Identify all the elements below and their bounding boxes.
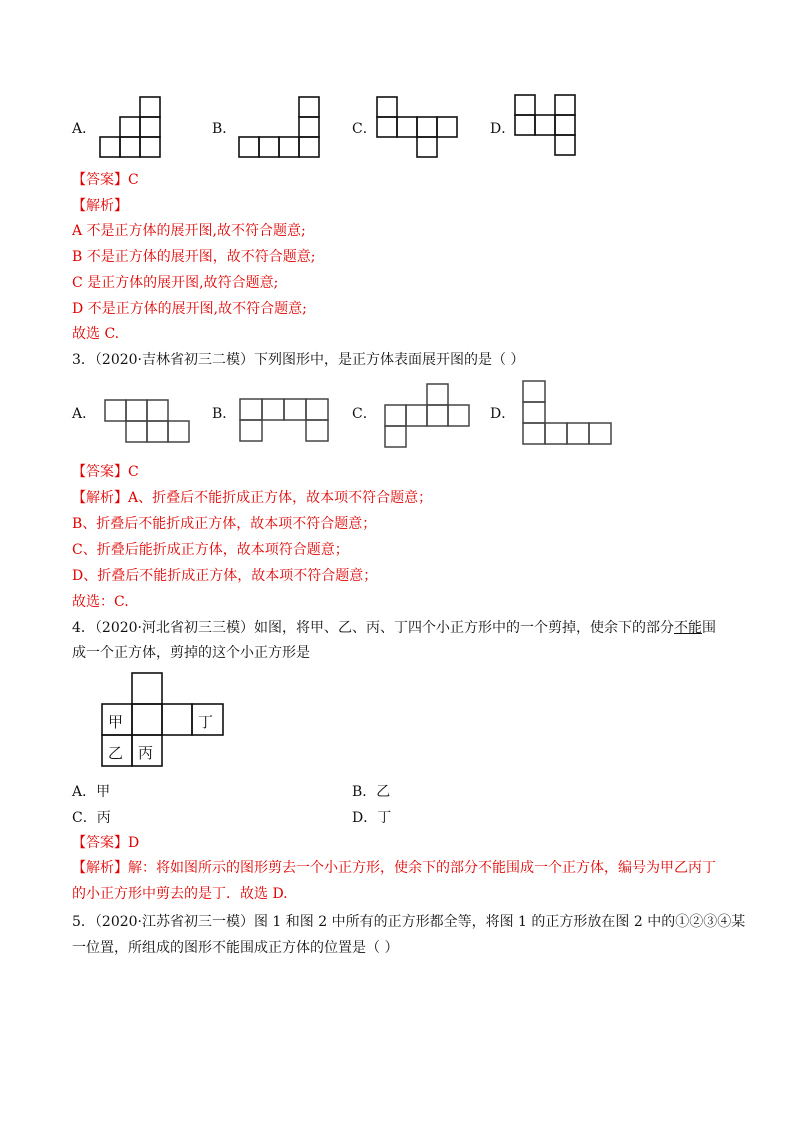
q3-net-d-figure xyxy=(521,379,613,447)
q4-cell-bing: 丙 xyxy=(138,744,154,762)
analysis-tag: 【解析】 xyxy=(72,860,128,876)
q3-analysis-line-b: B、折叠后不能折成正方体，故本项不符合题意； xyxy=(72,516,377,532)
q5-stem-line2: 一位置，所组成的图形不能围成正方体的位置是（ ） xyxy=(72,940,399,956)
q3-option-b-label: B． xyxy=(212,406,237,422)
answer-value: D xyxy=(128,835,140,851)
q2-answer xyxy=(72,170,139,190)
q3-net-b-figure xyxy=(238,397,330,443)
analysis-line-a: A、折叠后不能折成正方体，故本项不符合题意； xyxy=(128,490,433,506)
q4-cell-ding: 丁 xyxy=(198,713,214,731)
q3-analysis-line-c: C、折叠后能折成正方体，故本项符合题意； xyxy=(72,542,349,558)
q3-answer xyxy=(72,462,139,482)
q2-net-c-figure xyxy=(375,96,461,158)
q3-analysis-line-d: D、折叠后不能折成正方体，故本项不符合题意； xyxy=(72,568,378,584)
option-text: 丙 xyxy=(96,810,111,826)
option-letter: B． xyxy=(352,784,377,800)
option-letter: A． xyxy=(72,784,97,800)
answer-tag: 【答案】 xyxy=(72,835,128,851)
q3-option-d-label: D． xyxy=(490,406,516,422)
answer-tag: 【答案】 xyxy=(72,172,128,188)
answer-tag: 【答案】 xyxy=(72,464,128,480)
q2-analysis-line-a: A 不是正方体的展开图,故不符合题意; xyxy=(72,223,306,239)
option-letter: D． xyxy=(352,810,378,826)
q3-option-a-label: A． xyxy=(72,406,97,422)
q2-conclusion: 故选 C. xyxy=(72,326,120,342)
q4-option-c xyxy=(72,808,111,828)
q3-stem: 3．（2020·吉林省初三二模）下列图形中，是正方体表面展开图的是（ ） xyxy=(72,352,525,368)
q4-stem-line1 xyxy=(72,618,716,638)
q2-analysis-line-d: D 不是正方体的展开图,故不符合题意; xyxy=(72,301,307,317)
q4-stem-text-end: 围 xyxy=(701,620,716,636)
q3-option-c-label: C． xyxy=(352,406,377,422)
q3-analysis-first xyxy=(72,488,432,508)
q2-analysis-line-c: C 是正方体的展开图,故符合题意; xyxy=(72,275,279,291)
option-text: 甲 xyxy=(96,784,111,800)
q2-net-b-figure xyxy=(237,96,321,158)
q2-net-a-figure xyxy=(98,96,162,158)
q4-analysis-line1 xyxy=(72,858,716,878)
q4-cell-jia: 甲 xyxy=(108,713,124,731)
q4-option-b xyxy=(352,782,390,802)
option-text: 乙 xyxy=(376,784,391,800)
option-letter: C． xyxy=(72,810,97,826)
q5-stem-line1: 5．（2020·江苏省初三一模）图 1 和图 2 中所有的正方形都全等，将图 1 的正方形放在图 2 中的①②③④某 xyxy=(72,914,746,930)
q2-option-d-label: D． xyxy=(490,121,516,137)
q4-option-d xyxy=(352,808,391,828)
option-text: 丁 xyxy=(377,810,392,826)
q4-stem-line2: 成一个正方体，剪掉的这个小正方形是 xyxy=(72,645,310,661)
q2-option-a-label: A． xyxy=(72,121,97,137)
q2-net-d-figure xyxy=(513,94,579,158)
analysis-text: 解：将如图所示的图形剪去一个小正方形，使余下的部分不能围成一个正方体，编号为甲乙丙丁 xyxy=(128,860,716,876)
analysis-tag: 【解析】 xyxy=(72,490,128,506)
q4-answer xyxy=(72,833,139,853)
q2-analysis-line-b: B 不是正方体的展开图，故不符合题意; xyxy=(72,249,316,265)
q4-stem-underlined: 不能 xyxy=(673,620,702,636)
q2-analysis-tag: 【解析】 xyxy=(72,198,128,214)
q4-cell-yi: 乙 xyxy=(108,744,124,762)
q2-option-c-label: C． xyxy=(352,121,377,137)
q4-option-a xyxy=(72,782,110,802)
q3-conclusion: 故选：C. xyxy=(72,594,129,610)
answer-value: C xyxy=(128,172,139,188)
q3-net-c-figure xyxy=(383,382,473,448)
q3-net-a-figure xyxy=(103,398,193,444)
q4-analysis-line2: 的小正方形中剪去的是丁．故选 D. xyxy=(72,886,288,902)
answer-value: C xyxy=(128,464,139,480)
q2-option-b-label: B． xyxy=(212,121,237,137)
q4-stem-text: 4．（2020·河北省初三三模）如图，将甲、乙、丙、丁四个小正方形中的一个剪掉，使余下的部分 xyxy=(72,620,674,636)
